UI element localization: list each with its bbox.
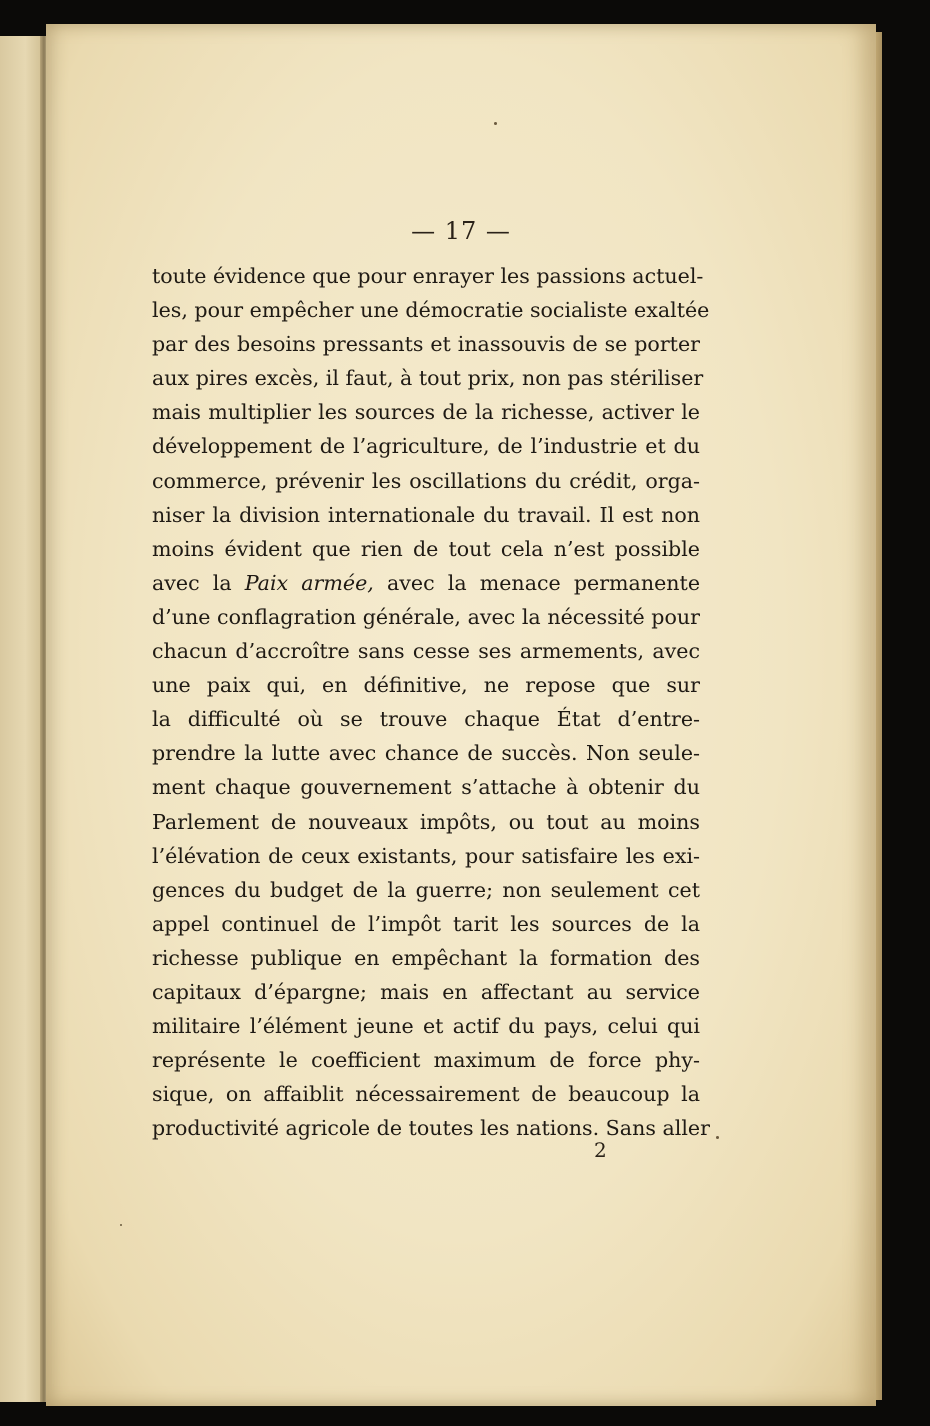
text-line: d’une conflagration générale, avec la nécessité pour — [152, 604, 700, 629]
signature-mark: 2 — [594, 1138, 607, 1162]
text-line: toute évidence que pour enrayer les passions actuel- — [152, 264, 704, 288]
text-line: commerce, prévenir les oscillations du crédit, orga- — [152, 468, 700, 493]
text-line: les, pour empêcher une démocratie socialiste exaltée — [152, 298, 710, 323]
text-line: prendre la lutte avec chance de succès. Non seule- — [152, 741, 700, 766]
page-number-header: — 17 — — [411, 217, 511, 245]
text-line: la difficulté où se trouve chaque État d’entre- — [152, 707, 700, 732]
text-line: mais multiplier les sources de la richesse, activer le — [152, 400, 700, 425]
paper-speck — [494, 122, 497, 125]
text-line: sique, on affaiblit nécessairement de beaucoup la — [152, 1082, 700, 1107]
text-line: productivité agricole de toutes les nations. Sans aller — [152, 1116, 710, 1141]
text-line: richesse publique en empêchant la formation des — [152, 945, 700, 970]
text-line: représente le coefficient maximum de force phy- — [152, 1048, 700, 1073]
text-line: appel continuel de l’impôt tarit les sources de la — [152, 911, 700, 936]
text-line: niser la division internationale du travail. Il est non — [152, 502, 700, 527]
paper-speck — [120, 1224, 122, 1226]
body-text — [152, 259, 710, 1145]
text-line: militaire l’élément jeune et actif du pays, celui qui — [152, 1014, 700, 1039]
italic-phrase: Paix armée, — [244, 570, 374, 595]
text-line: Parlement de nouveaux impôts, ou tout au moins — [152, 809, 700, 834]
text-fragment: avec la — [152, 570, 232, 595]
text-line: capitaux d’épargne; mais en affectant au service — [152, 979, 700, 1004]
text-line: ment chaque gouvernement s’attache à obtenir du — [152, 775, 700, 800]
text-line: l’élévation de ceux existants, pour satisfaire les exi- — [152, 843, 700, 868]
text-line: une paix qui, en définitive, ne repose que sur — [152, 673, 700, 698]
text-line: développement de l’agriculture, de l’industrie et du — [152, 434, 700, 459]
book-page — [46, 24, 876, 1406]
text-line-with-italic — [152, 566, 700, 600]
text-line: gences du budget de la guerre; non seulement cet — [152, 877, 700, 902]
text-line: moins évident que rien de tout cela n’est possible — [152, 536, 700, 561]
text-line: par des besoins pressants et inassouvis de se porter — [152, 332, 700, 357]
text-line: aux pires excès, il faut, à tout prix, non pas stériliser — [152, 366, 704, 391]
text-fragment: avec la menace permanente — [386, 570, 701, 595]
paper-speck — [716, 1136, 719, 1139]
text-line: chacun d’accroître sans cesse ses armements, avec — [152, 639, 700, 664]
